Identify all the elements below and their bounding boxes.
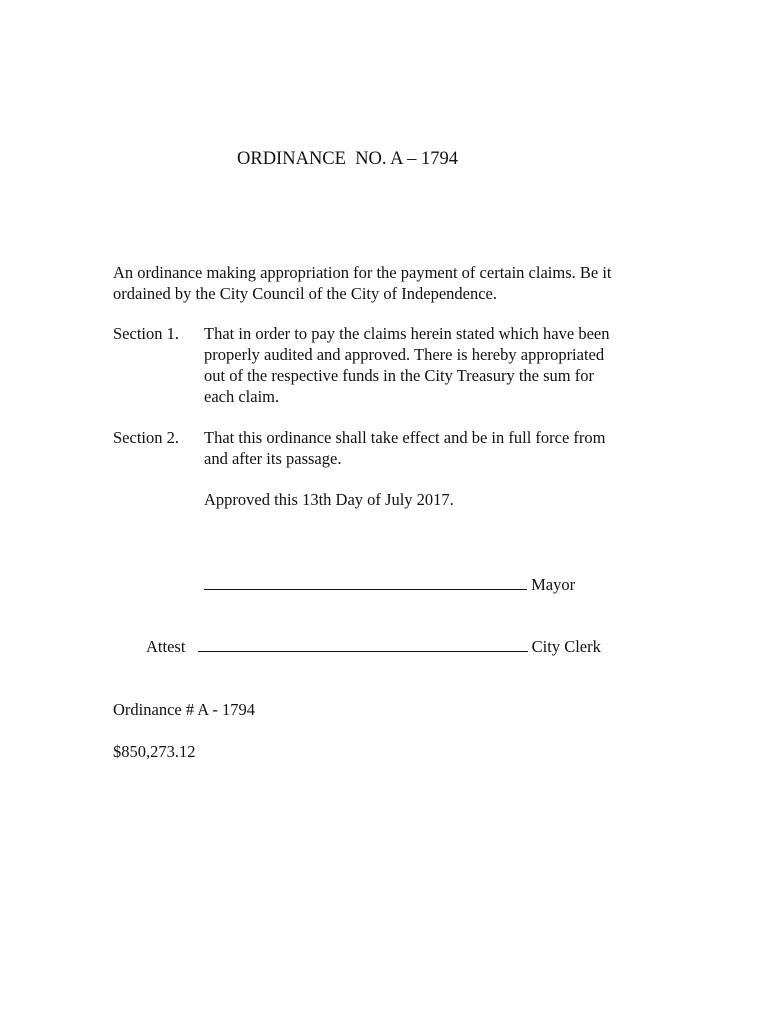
clerk-signature-line [146, 635, 601, 657]
appropriation-amount: $850,273.12 [113, 742, 196, 761]
section-1-label: Section 1. [113, 324, 179, 343]
section-2-label: Section 2. [113, 428, 179, 447]
clerk-label: City Clerk [531, 637, 601, 656]
attest-label: Attest [146, 637, 186, 656]
clerk-signature-rule [198, 635, 528, 652]
mayor-label: Mayor [531, 575, 576, 594]
mayor-signature-line [204, 573, 575, 595]
intro-paragraph: An ordinance making appropriation for the payment of certain claims. Be it ordained by the City Council of the City of Independence. [113, 263, 612, 303]
mayor-signature-rule [204, 573, 527, 590]
approval-date: Approved this 13th Day of July 2017. [204, 490, 454, 509]
section-2-text: That this ordinance shall take effect and be in full force from and after its passage. [204, 428, 606, 468]
ordinance-reference: Ordinance # A - 1794 [113, 700, 256, 719]
footer-block [113, 678, 255, 783]
ordinance-title: ORDINANCE NO. A – 1794 [237, 149, 458, 169]
section-1-text: That in order to pay the claims herein stated which have been properly audited and approved. There is hereby appropriated out of the respective funds in the City Treasury the sum for each claim. [204, 324, 610, 406]
